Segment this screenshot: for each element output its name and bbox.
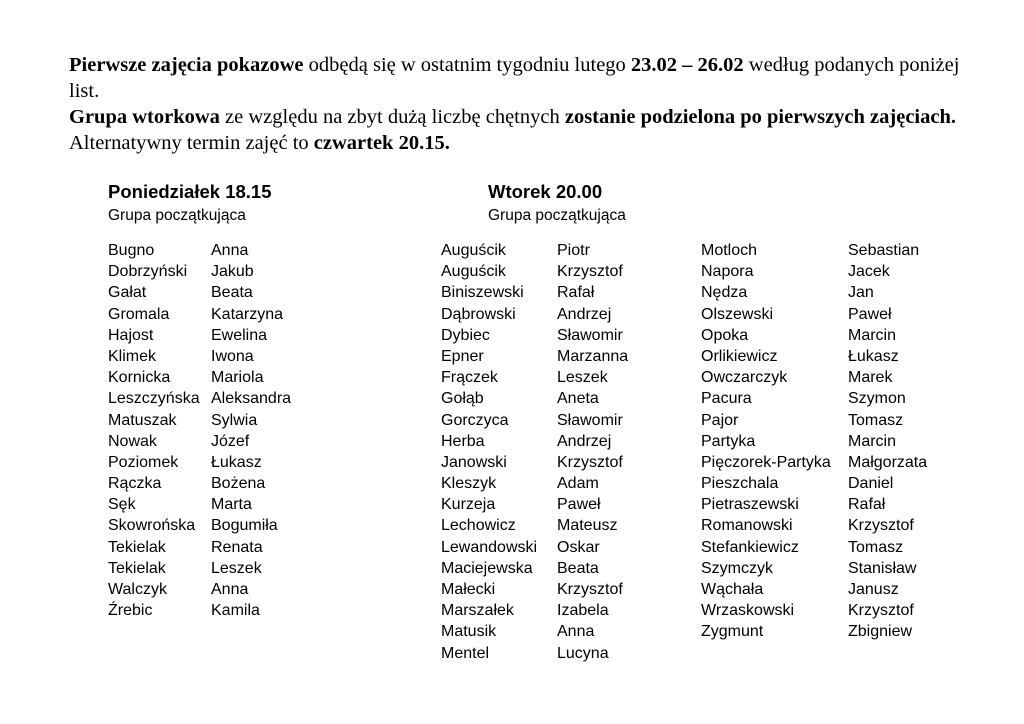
surname: Stefankiewicz	[701, 538, 799, 556]
first-name: Leszek	[557, 369, 608, 387]
first-name: Leszek	[211, 559, 262, 577]
surname: Marszałek	[441, 602, 514, 620]
first-name: Krzysztof	[557, 581, 623, 598]
first-name: Ewelina	[211, 326, 268, 344]
first-name: Sławomir	[557, 326, 623, 344]
surname: Poziomek	[108, 453, 179, 471]
surname: Źrebic	[108, 602, 153, 620]
surname: Nędza	[701, 284, 748, 302]
surname: Lechowicz	[441, 517, 516, 535]
first-name: Szymon	[848, 390, 906, 408]
first-name: Adam	[557, 475, 599, 493]
surname: Olszewski	[701, 305, 774, 323]
monday-group-label: Grupa początkująca	[108, 207, 246, 224]
surname: Matusik	[441, 623, 497, 641]
surname: Pieszchala	[701, 475, 779, 493]
text-run: według podanych poniżej list.	[69, 54, 960, 102]
surname: Wrzaskowski	[701, 602, 795, 620]
surname: Romanowski	[701, 517, 793, 535]
first-name: Renata	[211, 538, 263, 556]
surname: Szymczyk	[701, 559, 773, 577]
surname: Gałat	[108, 284, 147, 302]
first-name: Marek	[848, 369, 893, 387]
first-name: Paweł	[557, 496, 601, 514]
monday-surname-column	[108, 240, 200, 621]
text-run: Alternatywny termin zajęć to	[69, 132, 314, 154]
text-run: Pierwsze zajęcia pokazowe	[69, 54, 304, 76]
first-name: Aneta	[557, 390, 599, 408]
monday-title: Poniedziałek 18.15	[108, 181, 272, 202]
tuesday-firstname-column-1	[557, 240, 628, 664]
text-run: ze względu na zbyt dużą liczbę chętnych	[219, 106, 565, 128]
tuesday-title: Wtorek 20.00	[488, 181, 603, 202]
first-name: Bożena	[211, 475, 266, 493]
surname: Sęk	[108, 496, 136, 514]
first-name: Krzysztof	[848, 517, 914, 535]
surname: Nowak	[108, 432, 157, 450]
surname: Epner	[441, 347, 484, 365]
text-run: czwartek 20.15.	[313, 132, 450, 154]
text-run: zostanie podzielona po pierwszych zajęciach.	[564, 106, 957, 128]
surname: Zygmunt	[701, 623, 764, 641]
surname: Bugno	[108, 242, 155, 259]
first-name: Mariola	[211, 369, 264, 387]
text-run: odbędą się w ostatnim tygodniu lutego	[303, 54, 631, 76]
first-name: Krzysztof	[557, 453, 623, 471]
surname: Pięczorek-Partyka	[701, 453, 831, 471]
surname: Lewandowski	[441, 538, 538, 556]
surname: Walczyk	[108, 581, 167, 598]
surname: Tekielak	[108, 559, 166, 577]
tuesday-group-label: Grupa początkująca	[488, 207, 626, 224]
first-name: Marta	[211, 496, 252, 514]
first-name: Anna	[211, 242, 249, 259]
first-name: Tomasz	[848, 411, 904, 429]
tuesday-firstname-column-2	[848, 240, 927, 643]
first-name: Iwona	[211, 347, 254, 365]
surname: Gołąb	[441, 390, 484, 408]
surname: Herba	[441, 432, 485, 450]
surname: Skowrońska	[108, 517, 196, 535]
first-name: Józef	[211, 432, 250, 450]
surname: Rączka	[108, 475, 162, 493]
monday-firstname-column	[211, 240, 291, 621]
first-name: Tomasz	[848, 538, 904, 556]
surname: Małecki	[441, 581, 496, 598]
surname: Owczarczyk	[701, 369, 788, 387]
surname: Maciejewska	[441, 559, 533, 577]
surname: Hajost	[108, 326, 154, 344]
first-name: Stanisław	[848, 559, 917, 577]
first-name: Marcin	[848, 432, 897, 450]
text-run: Grupa wtorkowa	[69, 106, 220, 128]
surname: Dobrzyński	[108, 263, 188, 281]
first-name: Bogumiła	[211, 517, 278, 535]
surname: Auguścik	[441, 242, 506, 259]
surname: Gorczyca	[441, 411, 509, 429]
surname: Kornicka	[108, 369, 171, 387]
surname: Partyka	[701, 432, 756, 450]
surname: Janowski	[441, 453, 507, 471]
first-name: Daniel	[848, 475, 894, 493]
first-name: Łukasz	[848, 347, 899, 365]
first-name: Łukasz	[211, 453, 262, 471]
first-name: Piotr	[557, 242, 590, 259]
first-name: Beata	[557, 559, 599, 577]
first-name: Anna	[557, 623, 595, 641]
first-name: Krzysztof	[557, 263, 623, 281]
tuesday-surname-column-2	[701, 240, 831, 643]
surname: Wąchała	[701, 581, 764, 598]
first-name: Małgorzata	[848, 453, 928, 471]
surname: Frączek	[441, 369, 498, 387]
first-name: Sylwia	[211, 411, 258, 429]
first-name: Janusz	[848, 581, 899, 598]
first-name: Oskar	[557, 538, 600, 556]
first-name: Sławomir	[557, 411, 623, 429]
first-name: Kamila	[211, 602, 260, 620]
first-name: Aleksandra	[211, 390, 292, 408]
surname: Biniszewski	[441, 284, 524, 302]
surname: Napora	[701, 263, 754, 281]
first-name: Izabela	[557, 602, 609, 620]
first-name: Andrzej	[557, 432, 612, 450]
text-run: 23.02 – 26.02	[630, 54, 744, 76]
first-name: Beata	[211, 284, 253, 302]
surname: Opoka	[701, 326, 749, 344]
surname: Kurzeja	[441, 496, 496, 514]
surname: Kleszyk	[441, 475, 497, 493]
first-name: Sebastian	[848, 242, 920, 259]
first-name: Mateusz	[557, 517, 618, 535]
first-name: Marcin	[848, 326, 897, 344]
first-name: Andrzej	[557, 305, 612, 323]
surname: Dybiec	[441, 326, 490, 344]
surname: Gromala	[108, 305, 170, 323]
first-name: Jakub	[211, 263, 254, 281]
surname: Pietraszewski	[701, 496, 799, 514]
tuesday-surname-column-1	[441, 240, 537, 664]
surname: Auguścik	[441, 263, 506, 281]
first-name: Paweł	[848, 305, 892, 323]
first-name: Zbigniew	[848, 623, 913, 641]
surname: Klimek	[108, 347, 157, 365]
first-name: Marzanna	[557, 347, 629, 365]
first-name: Jan	[848, 284, 874, 302]
first-name: Rafał	[848, 496, 886, 514]
first-name: Katarzyna	[211, 305, 284, 323]
surname: Dąbrowski	[441, 305, 516, 323]
surname: Orlikiewicz	[701, 347, 778, 365]
first-name: Rafał	[557, 284, 595, 302]
first-name: Lucyna	[557, 644, 609, 662]
announcement-paragraph-2	[69, 104, 969, 156]
surname: Pajor	[701, 411, 739, 429]
surname: Matuszak	[108, 411, 177, 429]
surname: Tekielak	[108, 538, 166, 556]
first-name: Jacek	[848, 263, 890, 281]
surname: Pacura	[701, 390, 752, 408]
first-name: Krzysztof	[848, 602, 914, 620]
surname: Leszczyńska	[108, 390, 200, 408]
surname: Mentel	[441, 644, 490, 662]
first-name: Anna	[211, 581, 249, 598]
announcement	[69, 52, 969, 156]
surname: Motloch	[701, 242, 758, 259]
announcement-paragraph-1	[69, 52, 969, 104]
